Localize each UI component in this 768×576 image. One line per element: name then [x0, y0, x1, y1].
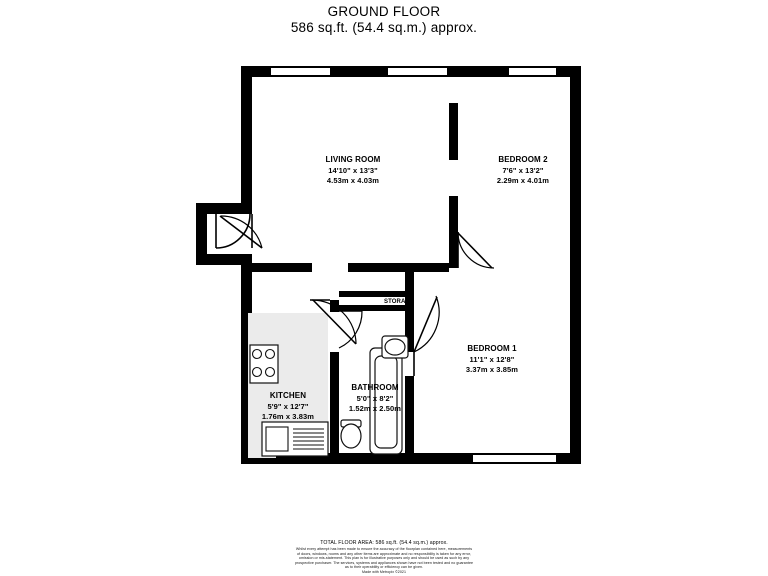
room-label-living-room: [273, 155, 433, 187]
room-label-bedroom-2: [443, 155, 603, 187]
disclaimer-line-1: Whilst every attempt has been made to ensure the accuracy of the floorplan contained here, measurements: [295, 547, 473, 551]
bedroom-2-dim-metric: 2.29m x 4.01m: [496, 176, 550, 185]
disclaimer-line-2: of doors, windows, rooms and any other items are approximate and no responsibility is taken for any error,: [296, 551, 472, 556]
bedroom-2-name: BEDROOM 2: [498, 155, 548, 164]
bedroom-1-dim-imperial: 11'1" x 12'8": [469, 354, 515, 364]
bedroom-1-name: BEDROOM 1: [467, 344, 517, 353]
bedroom-1-dim-metric: 3.37m x 3.85m: [465, 365, 519, 374]
living-room-dim-imperial: 14'10" x 13'3": [328, 165, 378, 175]
room-label-bedroom-1: [412, 344, 572, 376]
kitchen-dim-metric: 1.76m x 3.83m: [261, 412, 315, 421]
bathroom-name: BATHROOM: [351, 383, 399, 392]
living-room-dim-metric: 4.53m x 4.03m: [326, 176, 380, 185]
kitchen-name: KITCHEN: [269, 391, 307, 400]
disclaimer-credit: Made with Metropix ©2021: [362, 569, 406, 574]
disclaimer-line-4: prospective purchaser. The services, systems and appliances shown have not been tested and no guarantee: [294, 560, 474, 565]
living-room-name: LIVING ROOM: [325, 155, 381, 164]
page-title: GROUND FLOOR: [327, 4, 441, 19]
page-subtitle: 586 sq.ft. (54.4 sq.m.) approx.: [290, 20, 478, 35]
bathroom-dim-imperial: 5'0" x 8'2": [356, 393, 394, 403]
room-label-kitchen: [208, 391, 368, 423]
bathroom-dim-metric: 1.52m x 2.50m: [348, 404, 402, 413]
disclaimer-line-3: omission or mis-statement. This plan is for illustrative purposes only and should be used as such by any: [298, 556, 470, 561]
bedroom-2-dim-imperial: 7'6" x 13'2": [502, 165, 544, 175]
room-label-storage: STORAGE: [384, 299, 415, 305]
total-floor-area: TOTAL FLOOR AREA: 586 sq.ft. (54.4 sq.m.) approx.: [320, 540, 448, 546]
plan-footer: [0, 540, 768, 575]
disclaimer-line-5: as to their operability or efficiency can be given.: [344, 565, 424, 570]
kitchen-dim-imperial: 5'9" x 12'7": [267, 401, 309, 411]
